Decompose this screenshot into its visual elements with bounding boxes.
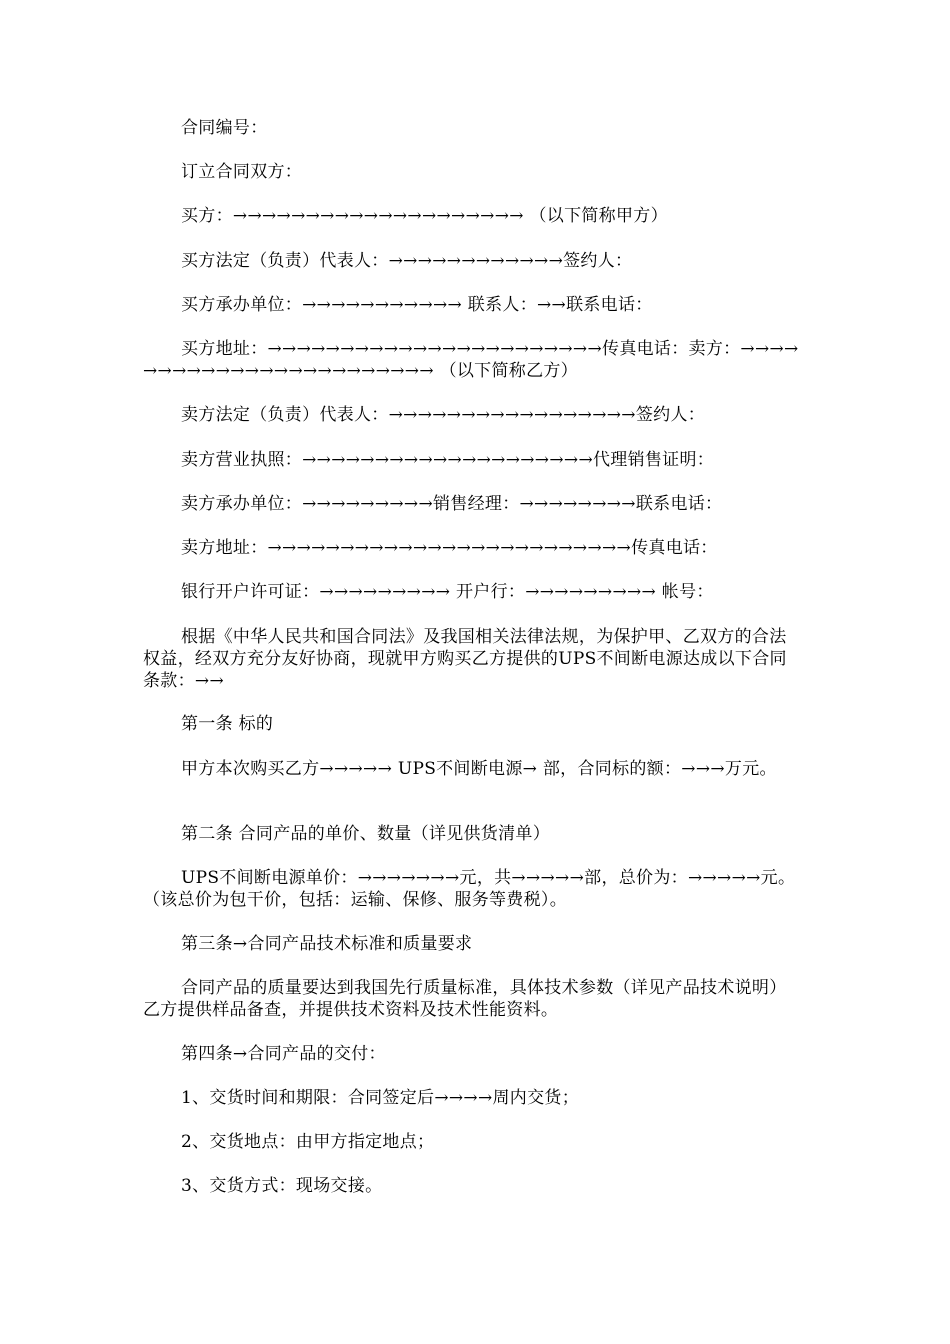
- buyer-representative-line: 买方法定（负责）代表人：→→→→→→→→→→→→签约人：: [181, 251, 633, 271]
- delivery-place-item: 2、交货地点：由甲方指定地点；: [181, 1132, 435, 1152]
- seller-license-line: 卖方营业执照：→→→→→→→→→→→→→→→→→→→→代理销售证明：: [181, 450, 715, 470]
- article-3-body: 合同产品的质量要达到我国先行质量标准，具体技术参数（详见产品技术说明）乙方提供样品备查，并提供技术资料及技术性能资料。: [143, 978, 787, 1020]
- contract-number-line: 合同编号：: [181, 118, 268, 138]
- seller-representative-line: 卖方法定（负责）代表人：→→→→→→→→→→→→→→→→→签约人：: [181, 405, 706, 425]
- delivery-time-item: 1、交货时间和期限：合同签定后→→→→周内交货；: [181, 1088, 579, 1108]
- article-2-heading: 第二条 合同产品的单价、数量（详见供货清单）: [181, 824, 551, 844]
- parties-heading: 订立合同双方：: [181, 162, 303, 182]
- seller-unit-line: 卖方承办单位：→→→→→→→→→销售经理：→→→→→→→→联系电话：: [181, 494, 723, 514]
- seller-address-line: 卖方地址：→→→→→→→→→→→→→→→→→→→→→→→→→传真电话：: [181, 538, 718, 558]
- article-1-body: 甲方本次购买乙方→→→→→ UPS不间断电源→ 部，合同标的额：→→→万元。: [181, 759, 777, 779]
- buyer-line: 买方：→→→→→→→→→→→→→→→→→→→→ （以下简称甲方）: [181, 206, 668, 226]
- buyer-address-line: 买方地址：→→→→→→→→→→→→→→→→→→→→→→→传真电话：卖方：→→→→→→→→→→→→→→→→→→→→→→→→ （以下简称乙方）: [143, 339, 799, 381]
- article-2-body: UPS不间断电源单价：→→→→→→→元，共→→→→→部，总价为：→→→→→元。（该总价为包干价，包括：运输、保修、服务等费税）。: [143, 868, 796, 910]
- article-3-heading: 第三条→合同产品技术标准和质量要求: [181, 934, 473, 954]
- preamble-paragraph: 根据《中华人民共和国合同法》及我国相关法律法规，为保护甲、乙双方的合法权益，经双方充分友好协商，现就甲方购买乙方提供的UPS不间断电源达成以下合同条款：→→: [143, 627, 787, 691]
- delivery-method-item: 3、交货方式：现场交接。: [181, 1176, 383, 1196]
- article-4-heading: 第四条→合同产品的交付：: [181, 1044, 386, 1064]
- article-1-heading: 第一条 标的: [181, 714, 274, 734]
- bank-line: 银行开户许可证：→→→→→→→→→ 开户行：→→→→→→→→→ 帐号：: [181, 582, 714, 602]
- buyer-unit-line: 买方承办单位：→→→→→→→→→→→ 联系人：→→联系电话：: [181, 295, 653, 315]
